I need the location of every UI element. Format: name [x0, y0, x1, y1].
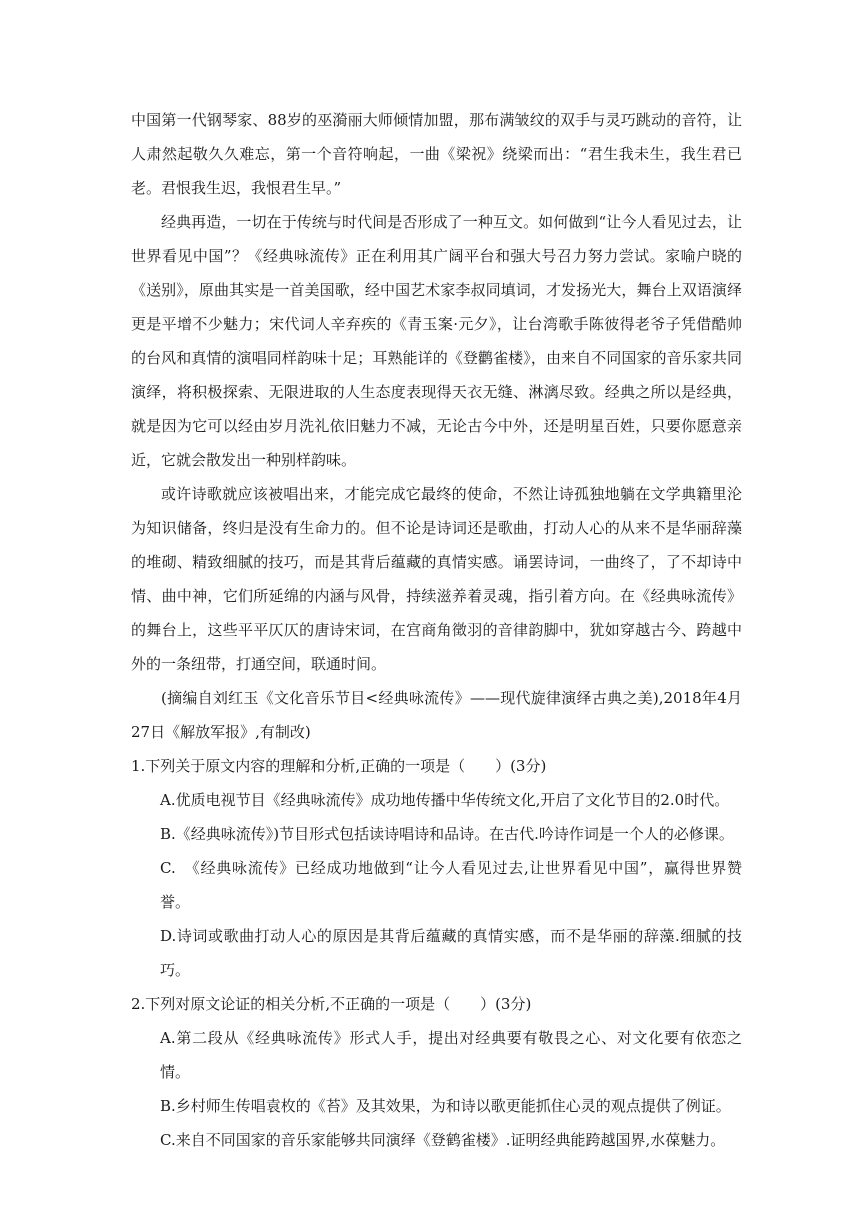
question-2-stem: 2.下列对原文论证的相关分析,不正确的一项是（ ）(3分) — [131, 995, 532, 1013]
question-1 — [131, 749, 742, 987]
question-1-stem: 1.下列关于原文内容的理解和分析,正确的一项是（ ）(3分) — [131, 757, 547, 775]
question-1-option-b: B.《经典咏流传》)节目形式包括读诗唱诗和品诗。在古代.吟诗作词是一个人的必修课。 — [160, 825, 734, 843]
article-paragraph-3: 或许诗歌就应该被唱出来，才能完成它最终的使命，不然让诗孤独地躺在文学典籍里沦为知识储备，终归是没有生命力的。但不论是诗词还是歌曲，打动人心的从来不是华丽辞藻的堆砌、精致细腻的技巧，而是其背后蕴藏的真情实感。诵罢诗词，一曲终了，了不却诗中情、曲中神，它们所延绵的内涵与风骨，持续滋养着灵魂，指引着方向。在《经典咏流传》的舞台上，这些平平仄仄的唐诗宋词，在宫商角徵羽的音律韵脚中，犹如穿越古今、跨越中外的一条纽带，打通空间，联通时间。 — [131, 485, 742, 673]
question-1-option-c: C. 《经典咏流传》已经成功地做到“让今人看见过去,让世界看见中国”，赢得世界赞誉。 — [160, 859, 742, 911]
question-2-option-c: C.来自不同国家的音乐家能够共同演绎《登鹤雀楼》.证明经典能跨越国界,水葆魅力。 — [160, 1131, 726, 1149]
question-2-option-b: B.乡村师生传唱袁枚的《苔》及其效果，为和诗以歌更能抓住心灵的观点提供了例证。 — [160, 1097, 731, 1115]
article-paragraph-1: 中国第一代钢琴家、88岁的巫漪丽大师倾情加盟，那布满皱纹的双手与灵巧跳动的音符，让人肃然起敬久久难忘，第一个音符响起，一曲《梁祝》绕梁而出：“君生我未生，我生君已老。君恨我生迟，我恨君生早。” — [131, 111, 742, 197]
question-2 — [131, 987, 742, 1157]
question-1-option-a: A.优质电视节目《经典咏流传》成功地传播中华传统文化,开启了文化节目的2.0时代。 — [160, 791, 730, 809]
question-2-option-a: A.第二段从《经典咏流传》形式人手，提出对经典要有敬畏之心、对文化要有依恋之情。 — [160, 1029, 742, 1081]
article-source-citation: (摘编自刘红玉《文化音乐节目<经典咏流传》——现代旋律演绎古典之美),2018年4月27日《解放军报》,有制改) — [131, 689, 742, 741]
article-paragraph-2: 经典再造，一切在于传统与时代间是否形成了一种互文。如何做到“让今人看见过去，让世界看见中国”？《经典咏流传》正在利用其广阔平台和强大号召力努力尝试。家喻户晓的《送别》，原曲其实是一首美国歌，经中国艺术家李叔同填词，才发扬光大，舞台上双语演绎更是平增不少魅力；宋代词人辛弃疾的《青玉案·元夕》，让台湾歌手陈彼得老爷子凭借酷帅的台风和真情的演唱同样韵味十足；耳熟能详的《登鹳雀楼》，由来自不同国家的音乐家共同演绎，将积极探索、无限进取的人生态度表现得天衣无缝、淋漓尽致。经典之所以是经典，就是因为它可以经由岁月洗礼依旧魅力不减，无论古今中外，还是明星百姓，只要你愿意亲近，它就会散发出一种别样韵味。 — [131, 213, 742, 469]
question-1-option-d: D.诗词或歌曲打动人心的原因是其背后蕴藏的真情实感，而不是华丽的辞藻.细腻的技巧。 — [160, 927, 742, 979]
